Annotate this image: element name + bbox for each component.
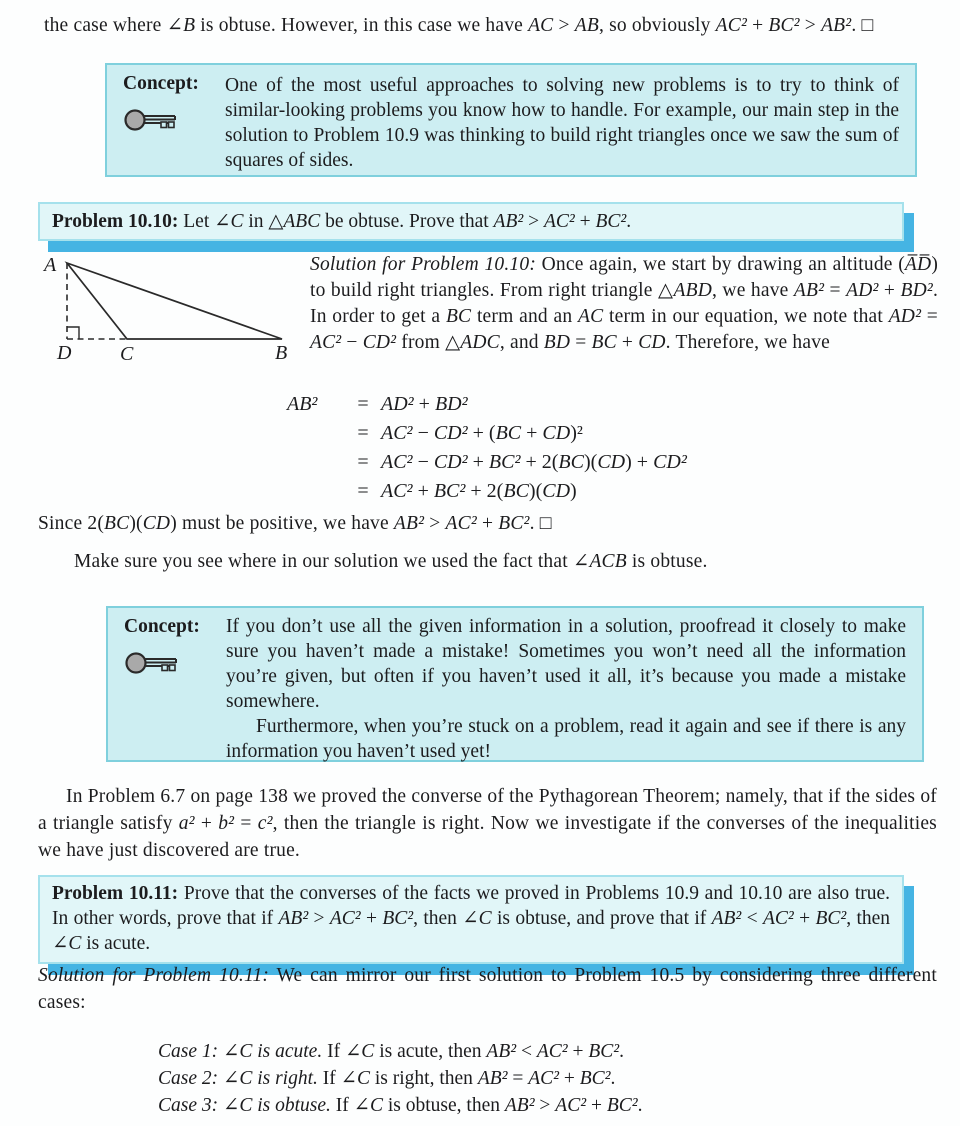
problem-label: Problem 10.11: <box>52 883 179 904</box>
problem-10-10-box <box>38 202 904 241</box>
case-3: Case 3: ∠C is obtuse. If ∠C is obtuse, then AB² > AC² + BC². <box>158 1095 643 1116</box>
solution-10-11 <box>38 962 937 1016</box>
concept-label: Concept: <box>123 73 199 94</box>
vertex-label-c: C <box>120 343 134 365</box>
concept-text-2: Furthermore, when you’re stuck on a problem, read it again and see if there is any information you haven’t used yet! <box>226 716 906 762</box>
equation-lhs: AB² <box>287 393 318 415</box>
problem-statement: Prove that the converses of the facts we proved in Problems 10.9 and 10.10 are also true. In other words, prove that if AB² > AC² + BC², then ∠C is obtuse, and prove that if AB² < AC² + BC², then ∠C is acute. <box>52 883 891 954</box>
key-icon <box>124 648 182 683</box>
problem-10-11-box <box>38 875 904 964</box>
key-icon <box>123 105 181 140</box>
solution-lead: Solution for Problem 10.10: <box>310 254 537 275</box>
case-1: Case 1: ∠C is acute. If ∠C is acute, then AB² < AC² + BC². <box>158 1041 624 1062</box>
solution-10-10 <box>310 252 938 356</box>
problem-statement: Let ∠C in △ABC be obtuse. Prove that AB² > AC² + BC². <box>183 211 632 232</box>
solution-text: Once again, we start by drawing an altitude (A̅D̅) to build right triangles. From right triangle △ABD, we have AB² = AD² + BD². In order to get a BC term and an AC term in our equation, we note that AD² = AC² − CD² from △ADC, and BD = BC + CD. Therefore, we have <box>310 254 939 353</box>
concept-box-2 <box>106 606 924 762</box>
since-line: Since 2(BC)(CD) must be positive, we have AB² > AC² + BC². □ <box>38 513 552 534</box>
triangle-abc <box>67 263 282 339</box>
concept-text: One of the most useful approaches to solving new problems is to try to think of similar-looking problems you know how to handle. For example, our main step in the solution to Problem 10.9 was thinking to build right triangles once we saw the sum of squares of sides. <box>225 75 899 171</box>
solution-text: We can mirror our first solution to Problem 10.5 by considering three different cases: <box>38 965 937 1013</box>
vertex-label-b: B <box>275 342 288 364</box>
concept-box-1 <box>105 63 917 177</box>
vertex-label-a: A <box>44 254 57 276</box>
equation-block: AB² = AD² + BD² = AC² − CD² + (BC + CD)² = AC² − CD² + BC² + 2(BC)(CD) + CD² = AC² + BC² + 2(BC)(CD) <box>287 390 687 506</box>
solution-lead: Solution for Problem 10.11: <box>38 965 270 986</box>
problem-label: Problem 10.10: <box>52 211 179 232</box>
case-2: Case 2: ∠C is right. If ∠C is right, then AB² = AC² + BC². <box>158 1068 616 1089</box>
triangle-diagram <box>24 246 316 379</box>
concept-text: If you don’t use all the given information in a solution, proofread it closely to make sure you haven’t made a mistake! Sometimes you won’t need all the information you’re given, but often if you haven’t used it all, it’s because you made a mistake somewhere. <box>226 616 906 712</box>
note-line: Make sure you see where in our solution we used the fact that ∠ACB is obtuse. <box>74 551 708 572</box>
top-paragraph: the case where ∠B is obtuse. However, in this case we have AC > AB, so obviously AC² + BC² > AB². □ <box>44 15 874 36</box>
vertex-label-d: D <box>57 342 72 364</box>
paragraph-problem-6-7: In Problem 6.7 on page 138 we proved the converse of the Pythagorean Theorem; namely, that if the sides of a triangle satisfy a² + b² = c², then the triangle is right. Now we investigate if the converses of the inequalities we have just discovered are true. <box>38 786 937 861</box>
cases-list <box>158 1038 642 1119</box>
concept-label: Concept: <box>124 616 200 637</box>
right-angle-mark <box>67 327 79 339</box>
